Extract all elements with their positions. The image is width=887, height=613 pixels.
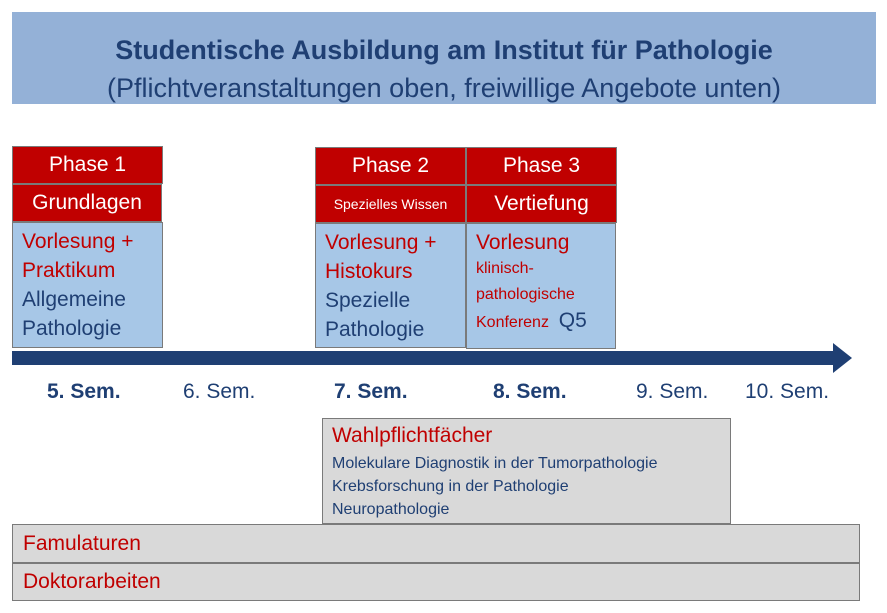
page-subtitle: (Pflichtveranstaltungen oben, freiwillige Angebote unten) bbox=[107, 73, 781, 103]
phase-2-line-4: Pathologie bbox=[325, 318, 425, 341]
phase-2-content bbox=[315, 223, 466, 348]
phase-3-line-4 bbox=[476, 308, 615, 336]
famulaturen-bar bbox=[12, 524, 860, 563]
phase-2-line-3: Spezielle bbox=[325, 289, 411, 312]
phase-3-konferenz: Konferenz bbox=[476, 314, 549, 331]
phase-1-line-3: Allgemeine bbox=[22, 288, 126, 311]
semester-9: 9. Sem. bbox=[636, 380, 709, 403]
phase-1-content bbox=[12, 222, 163, 348]
semester-7: 7. Sem. bbox=[334, 380, 408, 403]
elective-item: Krebsforschung in der Pathologie bbox=[332, 478, 569, 495]
phase-2-line-2: Histokurs bbox=[325, 260, 413, 283]
phase-3-topic: Vertiefung bbox=[494, 192, 589, 215]
title-banner bbox=[12, 12, 876, 104]
phase-3-line-1: Vorlesung bbox=[476, 231, 570, 254]
phase-3-content bbox=[466, 223, 616, 349]
phase-1-line-4: Pathologie bbox=[22, 317, 122, 340]
doktorarbeiten-label: Doktorarbeiten bbox=[23, 570, 161, 593]
phase-3-topic-box bbox=[466, 185, 617, 223]
phase-2-header bbox=[315, 147, 466, 185]
phase-2-topic-box bbox=[315, 185, 466, 223]
phase-3-label: Phase 3 bbox=[502, 154, 581, 177]
phase-2-line-1: Vorlesung + bbox=[325, 231, 437, 254]
elective-item: Neuropathologie bbox=[332, 501, 450, 518]
phase-3-q5: Q5 bbox=[558, 309, 587, 332]
phase-1-header bbox=[12, 146, 163, 184]
doktorarbeiten-bar bbox=[12, 563, 860, 601]
phase-1-topic: Grundlagen bbox=[32, 191, 142, 214]
phase-3-header bbox=[466, 147, 617, 185]
phase-1-line-2: Praktikum bbox=[22, 259, 116, 282]
electives-title: Wahlpflichtfächer bbox=[332, 424, 493, 447]
semester-6: 6. Sem. bbox=[183, 380, 256, 403]
phase-2-topic: Spezielles Wissen bbox=[333, 196, 448, 212]
electives-box bbox=[322, 418, 731, 524]
page-title: Studentische Ausbildung am Institut für Pathologie bbox=[115, 35, 773, 65]
phase-2-label: Phase 2 bbox=[351, 154, 430, 177]
phase-1-label: Phase 1 bbox=[48, 153, 127, 176]
timeline-bar bbox=[12, 351, 834, 365]
phase-3-line-3: pathologische bbox=[476, 286, 575, 303]
phase-1-line-1: Vorlesung + bbox=[22, 230, 134, 253]
elective-item: Molekulare Diagnostik in der Tumorpathologie bbox=[332, 455, 658, 472]
semester-10: 10. Sem. bbox=[745, 380, 830, 403]
semester-5: 5. Sem. bbox=[47, 380, 121, 403]
phase-3-line-2: klinisch- bbox=[476, 260, 534, 277]
semester-8: 8. Sem. bbox=[493, 380, 567, 403]
phase-1-topic-box bbox=[12, 184, 162, 222]
famulaturen-label: Famulaturen bbox=[23, 532, 141, 555]
timeline-arrow-icon bbox=[833, 343, 852, 373]
